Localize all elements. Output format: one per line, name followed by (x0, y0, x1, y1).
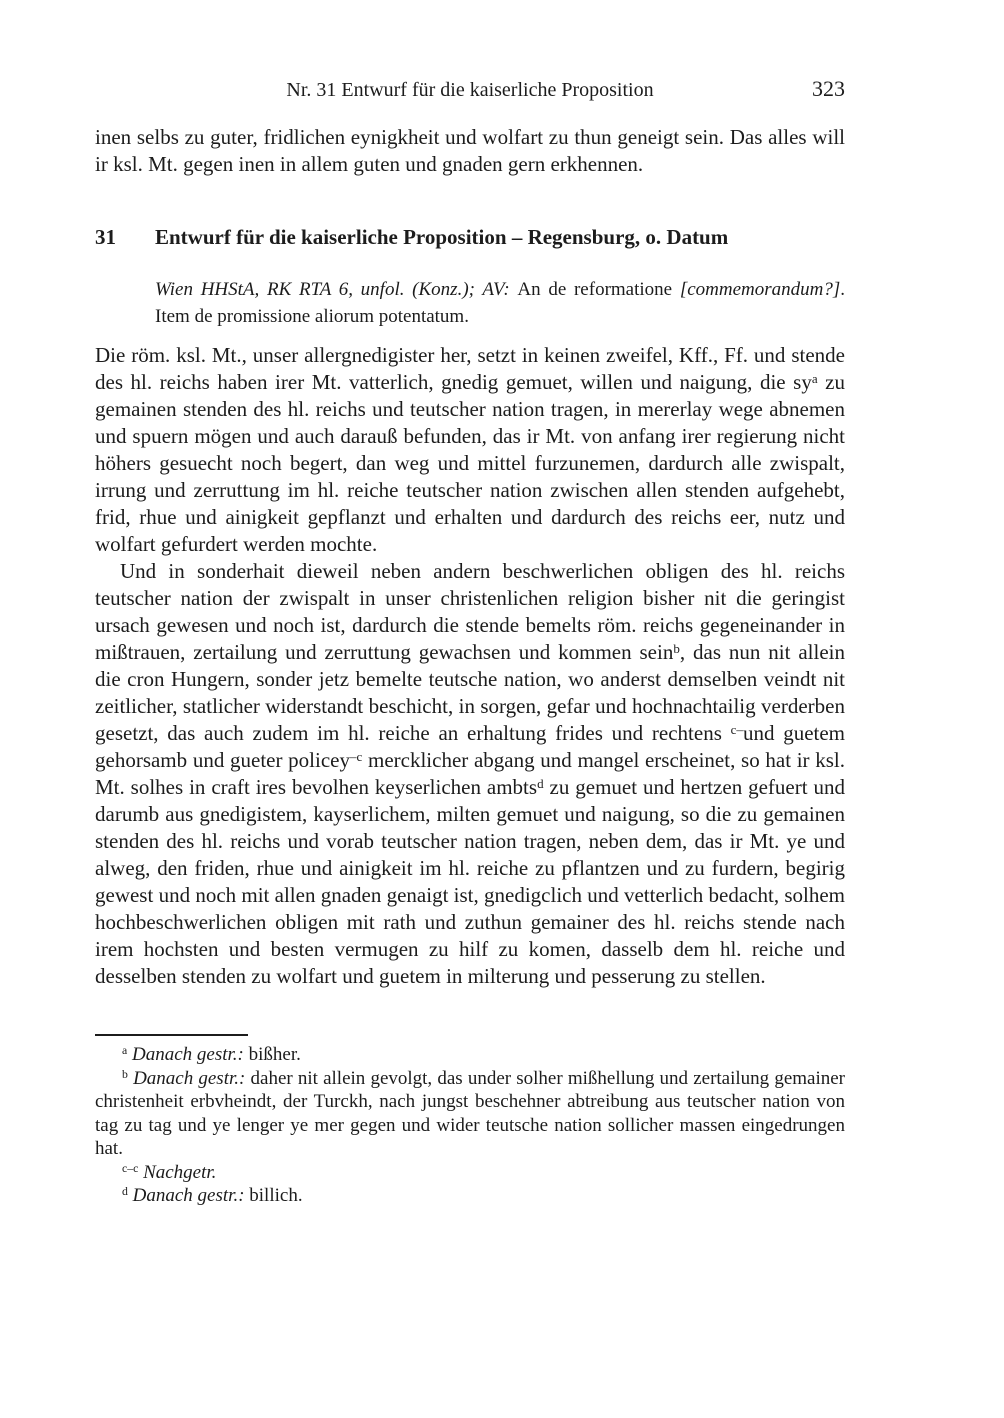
footnote-b (95, 1067, 845, 1161)
footnote-a-type-label: Danach gestr.: (131, 1044, 244, 1065)
footnote-d-type-label: Danach gestr.: (132, 1185, 245, 1206)
footnote-separator-rule (95, 1034, 248, 1036)
paragraph-2-text-end: zu gemuet und hertzen gefuert und darumb aus gnedigistem, kayserlichem, milten gemuet und naigung, so die zu gemainen stenden des hl. reichs und vorab teutscher nation tragen, neben dem, das ir Mt. ye und alweg, den friden, rhue und ainigkeit im hl. reiche zu pflantzen und zu furdern, begirig gewest und noch mit allen gnaden genaigt ist, gnedigclich und vetterlich bedacht, solhem hochbeschwerlichen obligen mit rath und zuthun gemainer des hl. reichs stende nach irem hochsten und besten vermugen zu hilf zu komen, dasselb dem hl. reiche und desselben stenden zu wolfart und guetem in milterung und pesserung zu stellen. (95, 775, 845, 988)
paragraph-1-text-continued: zu gemainen stenden des hl. reichs und teutscher nation tragen, in mererlay wege abnemen und spuern mögen und auch darauß befunden, das ir Mt. von anfang irer regierung nicht höhers gesuecht noch begert, dan weg und mittel furzunemen, dardurch alle zwispalt, irrung und zerruttung im hl. reiche teutscher nation zwischen allen stenden aufgehebt, frid, rhue und ainigkeit gepflanzt und erhalten und dardurch des reichs eer, nutz und wolfart gefurdert werden mochte. (95, 370, 845, 556)
source-av-text-2: . Item de promissione aliorum potentatum. (155, 279, 845, 327)
footnote-d (95, 1184, 845, 1208)
footnote-c-type-label: Nachgetr. (143, 1161, 217, 1183)
footnote-a-mark: a (122, 1044, 128, 1058)
previous-document-closing-text: inen selbs zu guter, fridlichen eynigkheit und wolfart zu thun geneigt sein. Das alles will ir ksl. Mt. gegen inen in allem guten und gnaden gern erkhennen. (95, 125, 845, 176)
footnotes-section (95, 1034, 845, 1208)
footnote-ref-c-close: –c (350, 748, 363, 764)
footnote-ref-c-open: c– (730, 721, 743, 737)
footnote-b-text: daher nit allein gevolgt, das under solher mißhellung und zertailung gemainer christenheit erbvheindt, der Turckh, nach jungst beschehner abtreibung aus teutscher nation von tag zu tag und ye lenger ye mer gegen und wider teutsche nation sollicher massen eingedrungen hat. (95, 1067, 846, 1159)
document-title: Entwurf für die kaiserliche Proposition – Regensburg, o. Datum (155, 225, 729, 249)
source-archive-reference: Wien HHStA, RK RTA 6, unfol. (Konz.); AV: (155, 279, 518, 300)
source-bracketed-note: [commemorandum?] (679, 279, 841, 300)
footnote-a-text: bißher. (243, 1044, 301, 1065)
page-number: 323 (812, 76, 845, 101)
paragraph-2-text-c-span: und guetem gehorsamb und gueter policey (95, 721, 846, 772)
document-number: 31 (95, 225, 116, 249)
running-header-title: Nr. 31 Entwurf für die kaiserliche Proposition (286, 79, 654, 101)
footnote-ref-d: d (537, 775, 544, 791)
footnote-c (95, 1161, 845, 1185)
footnote-ref-a: a (811, 370, 818, 386)
footnote-b-mark: b (122, 1067, 128, 1081)
document-heading (95, 224, 845, 251)
footnote-d-text: billich. (244, 1185, 303, 1206)
footnote-a (95, 1043, 845, 1067)
source-av-text-1: An de reformatione (517, 279, 680, 300)
paragraph-1-text: Die röm. ksl. Mt., unser allergnedigister her, setzt in keinen zweifel, Kff., Ff. und stende des hl. reichs haben irer Mt. vatterlich, gnedig gemuet, willen und naigung, die sy (95, 343, 845, 394)
footnote-ref-b: b (673, 640, 680, 656)
footnote-b-type-label: Danach gestr.: (133, 1067, 246, 1089)
paragraph-2-text: Und in sonderhait dieweil neben andern beschwerlichen obligen des hl. reichs teutscher nation der zwispalt in unser christenlichen religion bisher nit die geringist ursach gewesen und noch ist, dardurch die stende bemelts röm. reichs gegeneinander in mißtrauen, zertailung und zerruttung gewachsen und kommen sein (95, 559, 845, 664)
paragraph-2 (95, 558, 845, 990)
paragraph-2-text-after-c: mercklicher abgang und mangel erscheinet, so hat ir ksl. Mt. solhes in craft ires bevolhen keyserlichen ambts (95, 748, 846, 799)
source-note (155, 276, 845, 330)
paragraph-1 (95, 342, 845, 558)
paragraph-2-text-continued: , das nun nit allein die cron Hungern, sonder jetz bemelte teutsche nation, wo anderst demselben veindt nit zeitlicher, statlicher widerstandt beschicht, in sorgen, gefar und hochnachtailig verderben gesetzt, das auch zudem im hl. reiche an erhaltung frides und rechtens (95, 640, 845, 745)
footnote-c-mark: c–c (122, 1161, 139, 1175)
running-header (95, 78, 845, 102)
footnote-d-mark: d (122, 1185, 128, 1199)
